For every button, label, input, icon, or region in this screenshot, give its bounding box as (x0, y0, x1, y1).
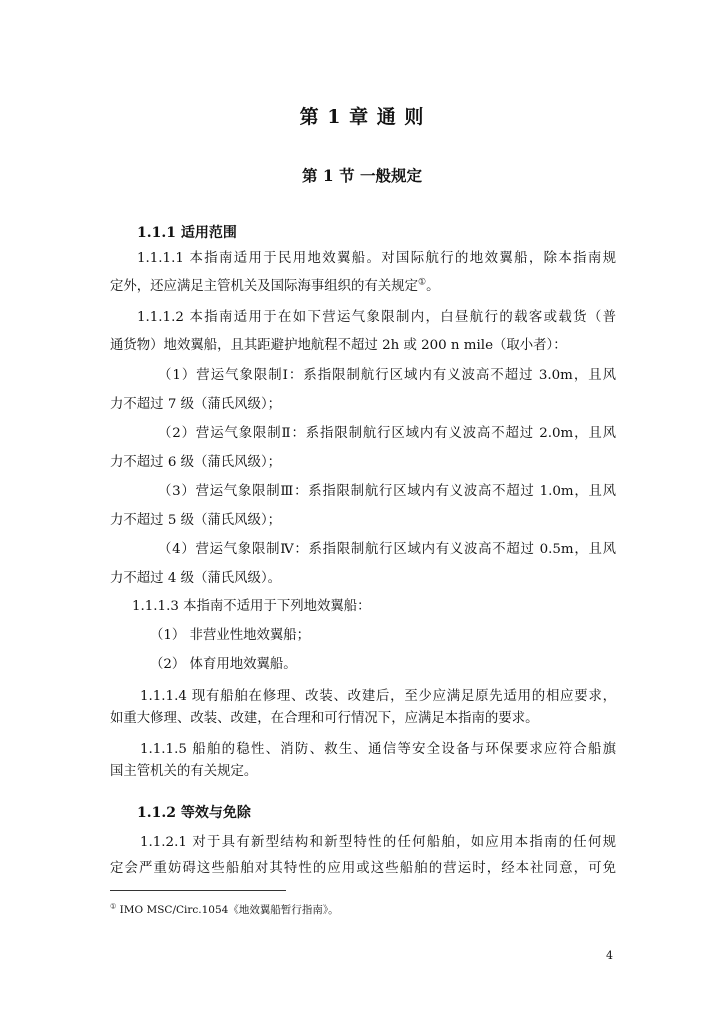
list-item-line: （1）营运气象限制Ⅰ：系指限制航行区域内有义波高不超过 3.0m，且风 (158, 368, 616, 383)
paragraph-line: 1.1.1.1 本指南适用于民用地效翼船。对国际航行的地效翼船，除本指南规 (137, 251, 616, 266)
paragraph-line: 1.1.1.4 现有船舶在修理、改装、改建后，至少应满足原先适用的相应要求， (140, 689, 616, 704)
list-item-line: （2）营运气象限制Ⅱ：系指限制航行区域内有义波高不超过 2.0m，且风 (158, 426, 616, 441)
list-item-line: 力不超过 4 级（蒲氏风级）。 (110, 571, 282, 586)
paragraph-line (110, 278, 439, 296)
page-number: 4 (606, 949, 613, 962)
paragraph-line: 定会严重妨碍这些船舶对其特性的应用或这些船舶的营运时，经本社同意，可免 (110, 861, 616, 876)
paragraph-line: 国主管机关的有关规定。 (110, 764, 258, 779)
list-item-line: （4）营运气象限制Ⅳ：系指限制航行区域内有义波高不超过 0.5m，且风 (158, 542, 616, 557)
chapter-title: 第 1 章 通 则 (299, 106, 425, 128)
footnote (110, 902, 339, 917)
list-item-line: 力不超过 6 级（蒲氏风级）； (110, 455, 282, 470)
list-item-line: （2） 体育用地效翼船。 (150, 657, 297, 672)
footnote-text: IMO MSC/Circ.1054《地效翼船暂行指南》。 (116, 904, 339, 916)
list-item-line: （1） 非营业性地效翼船； (150, 628, 311, 643)
list-item-line: （3）营运气象限制Ⅲ：系指限制航行区域内有义波高不超过 1.0m，且风 (158, 484, 616, 499)
footnote-mark: ① (110, 902, 117, 911)
paragraph-line: 1.1.1.2 本指南适用于在如下营运气象限制内，白昼航行的载客或载货（普 (137, 310, 616, 325)
section-title: 第 1 节 一般规定 (302, 166, 422, 185)
paragraph-text: 定外，还应满足主管机关及国际海事组织的有关规定 (110, 279, 418, 294)
paragraph-line: 1.1.1.3 本指南不适用于下列地效翼船： (132, 599, 371, 614)
subsection-heading-1-1-1: 1.1.1 适用范围 (137, 225, 237, 241)
subsection-heading-1-1-2: 1.1.2 等效与免除 (137, 805, 251, 821)
paragraph-line: 1.1.2.1 对于具有新型结构和新型特性的任何船舶，如应用本指南的任何规 (140, 835, 616, 850)
paragraph-line: 通货物）地效翼船，且其距避护地航程不超过 2h 或 200 n mile（取小者）： (110, 338, 567, 353)
footnote-divider (110, 890, 286, 891)
paragraph-line: 1.1.1.5 船舶的稳性、消防、救生、通信等安全设备与环保要求应符合船旗 (140, 742, 616, 757)
list-item-line: 力不超过 7 级（蒲氏风级）； (110, 397, 282, 412)
paragraph-line: 如重大修理、改装、改建，在合理和可行情况下，应满足本指南的要求。 (110, 711, 539, 726)
footnote-reference-mark[interactable]: ① (417, 277, 427, 288)
paragraph-text: 。 (426, 279, 440, 294)
list-item-line: 力不超过 5 级（蒲氏风级）； (110, 513, 282, 528)
